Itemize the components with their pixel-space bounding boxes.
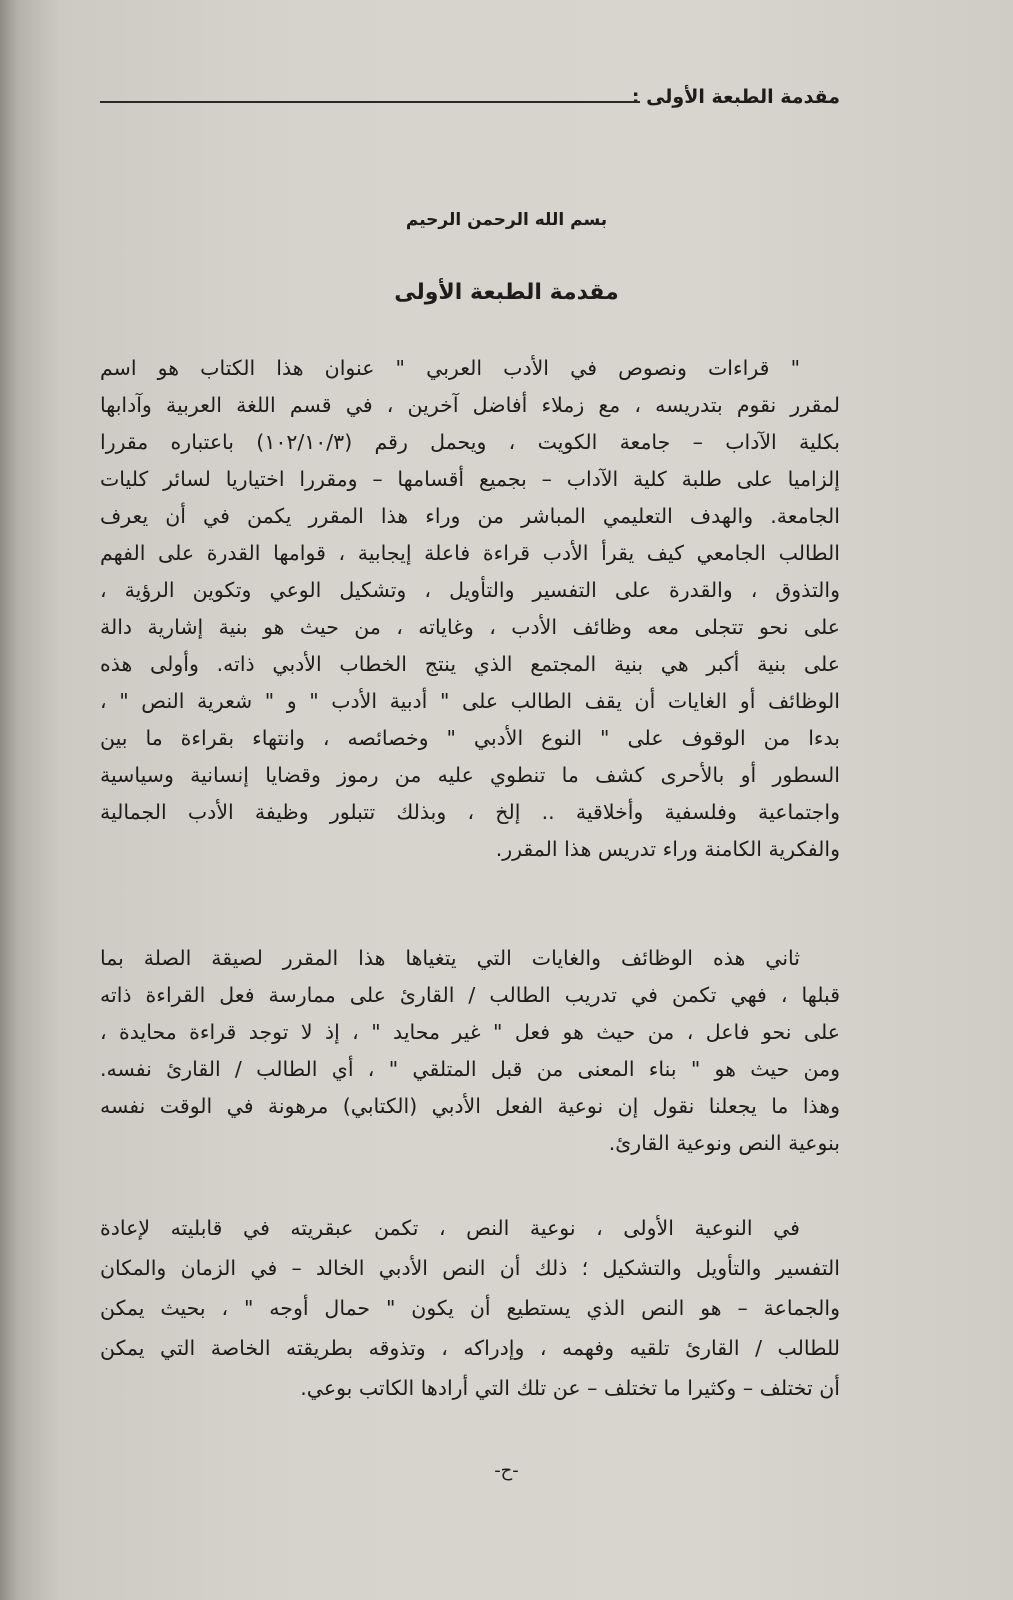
- paragraph-3: [100, 1208, 840, 1408]
- text-line: لمقرر نقوم بتدريسه ، مع زملاء أفاضل آخرين ، في قسم اللغة العربية وآدابها: [100, 393, 840, 417]
- text-line: قبلها ، فهي تكمن في تدريب الطالب / القارئ على ممارسة فعل القراءة ذاته: [100, 983, 840, 1007]
- text-line: ومن حيث هو " بناء المعنى من قبل المتلقي " ، أي الطالب / القارئ نفسه.: [100, 1057, 840, 1081]
- text-line: بكلية الآداب – جامعة الكويت ، ويحمل رقم (١٠٢/١٠/٣) باعتباره مقررا: [100, 430, 840, 454]
- paragraph-2: [100, 940, 840, 1162]
- text-line: واجتماعية وفلسفية وأخلاقية .. إلخ ، وبذلك تتبلور وظيفة الأدب الجمالية: [100, 800, 840, 824]
- text-line: الطالب الجامعي كيف يقرأ الأدب قراءة فاعلة إيجابية ، قوامها القدرة على الفهم: [100, 541, 840, 565]
- text-line: بدءا من الوقوف على " النوع الأدبي " وخصائصه ، وانتهاء بقراءة ما بين: [100, 726, 840, 750]
- text-line: بنوعية النص ونوعية القارئ.: [608, 1131, 840, 1155]
- header-rule: [100, 101, 640, 103]
- text-line: الوظائف أو الغايات أن يقف الطالب على " أدبية الأدب " و " شعرية النص " ،: [100, 689, 840, 713]
- running-header: [100, 86, 840, 116]
- text-line: والجماعة – هو النص الذي يستطيع أن يكون " حمال أوجه " ، بحيث يمكن: [100, 1296, 840, 1320]
- text-line: أن تختلف – وكثيرا ما تختلف – عن تلك التي أرادها الكاتب بوعي.: [300, 1376, 840, 1400]
- text-line: على نحو فاعل ، من حيث هو فعل " غير محايد " ، إذ لا توجد قراءة محايدة ،: [100, 1020, 840, 1044]
- page-number: -ح-: [494, 1460, 519, 1481]
- text-line: إلزاميا على طلبة كلية الآداب – بجميع أقسامها – ومقررا اختياريا لسائر كليات: [100, 467, 840, 491]
- text-line: التفسير والتأويل والتشكيل ؛ ذلك أن النص الأدبي الخالد – في الزمان والمكان: [100, 1256, 840, 1280]
- text-line: في النوعية الأولى ، نوعية النص ، تكمن عبقريته في قابليته لإعادة: [100, 1216, 800, 1240]
- page-title: مقدمة الطبعة الأولى: [394, 280, 619, 305]
- text-line: للطالب / القارئ تلقيه وفهمه ، وإدراكه ، وتذوقه بطريقته الخاصة التي يمكن: [100, 1336, 840, 1360]
- text-line: على بنية أكبر هي بنية المجتمع الذي ينتج الخطاب الأدبي ذاته. وأولى هذه: [100, 652, 840, 676]
- text-line: الجامعة. والهدف التعليمي المباشر من وراء هذا المقرر يكمن في أن يعرف: [100, 504, 840, 528]
- text-line: والفكرية الكامنة وراء تدريس هذا المقرر.: [495, 837, 840, 861]
- text-line: وهذا ما يجعلنا نقول إن نوعية الفعل الأدبي (الكتابي) مرهونة في الوقت نفسه: [100, 1094, 840, 1118]
- text-line: " قراءات ونصوص في الأدب العربي " عنوان هذا الكتاب هو اسم: [100, 356, 800, 380]
- running-title: مقدمة الطبعة الأولى :: [631, 86, 840, 108]
- text-line: ثاني هذه الوظائف والغايات التي يتغياها هذا المقرر لصيقة الصلة بما: [100, 946, 800, 970]
- text-line: والتذوق ، والقدرة على التفسير والتأويل ، وتشكيل الوعي وتكوين الرؤية ،: [100, 578, 840, 602]
- text-line: السطور أو بالأحرى كشف ما تنطوي عليه من رموز وقضايا إنسانية وسياسية: [100, 763, 840, 787]
- text-line: على نحو تتجلى معه وظائف الأدب ، وغاياته ، من حيث هو بنية إشارية دالة: [100, 615, 840, 639]
- bismillah: بسم الله الرحمن الرحيم: [405, 210, 608, 230]
- paragraph-1: [100, 350, 840, 868]
